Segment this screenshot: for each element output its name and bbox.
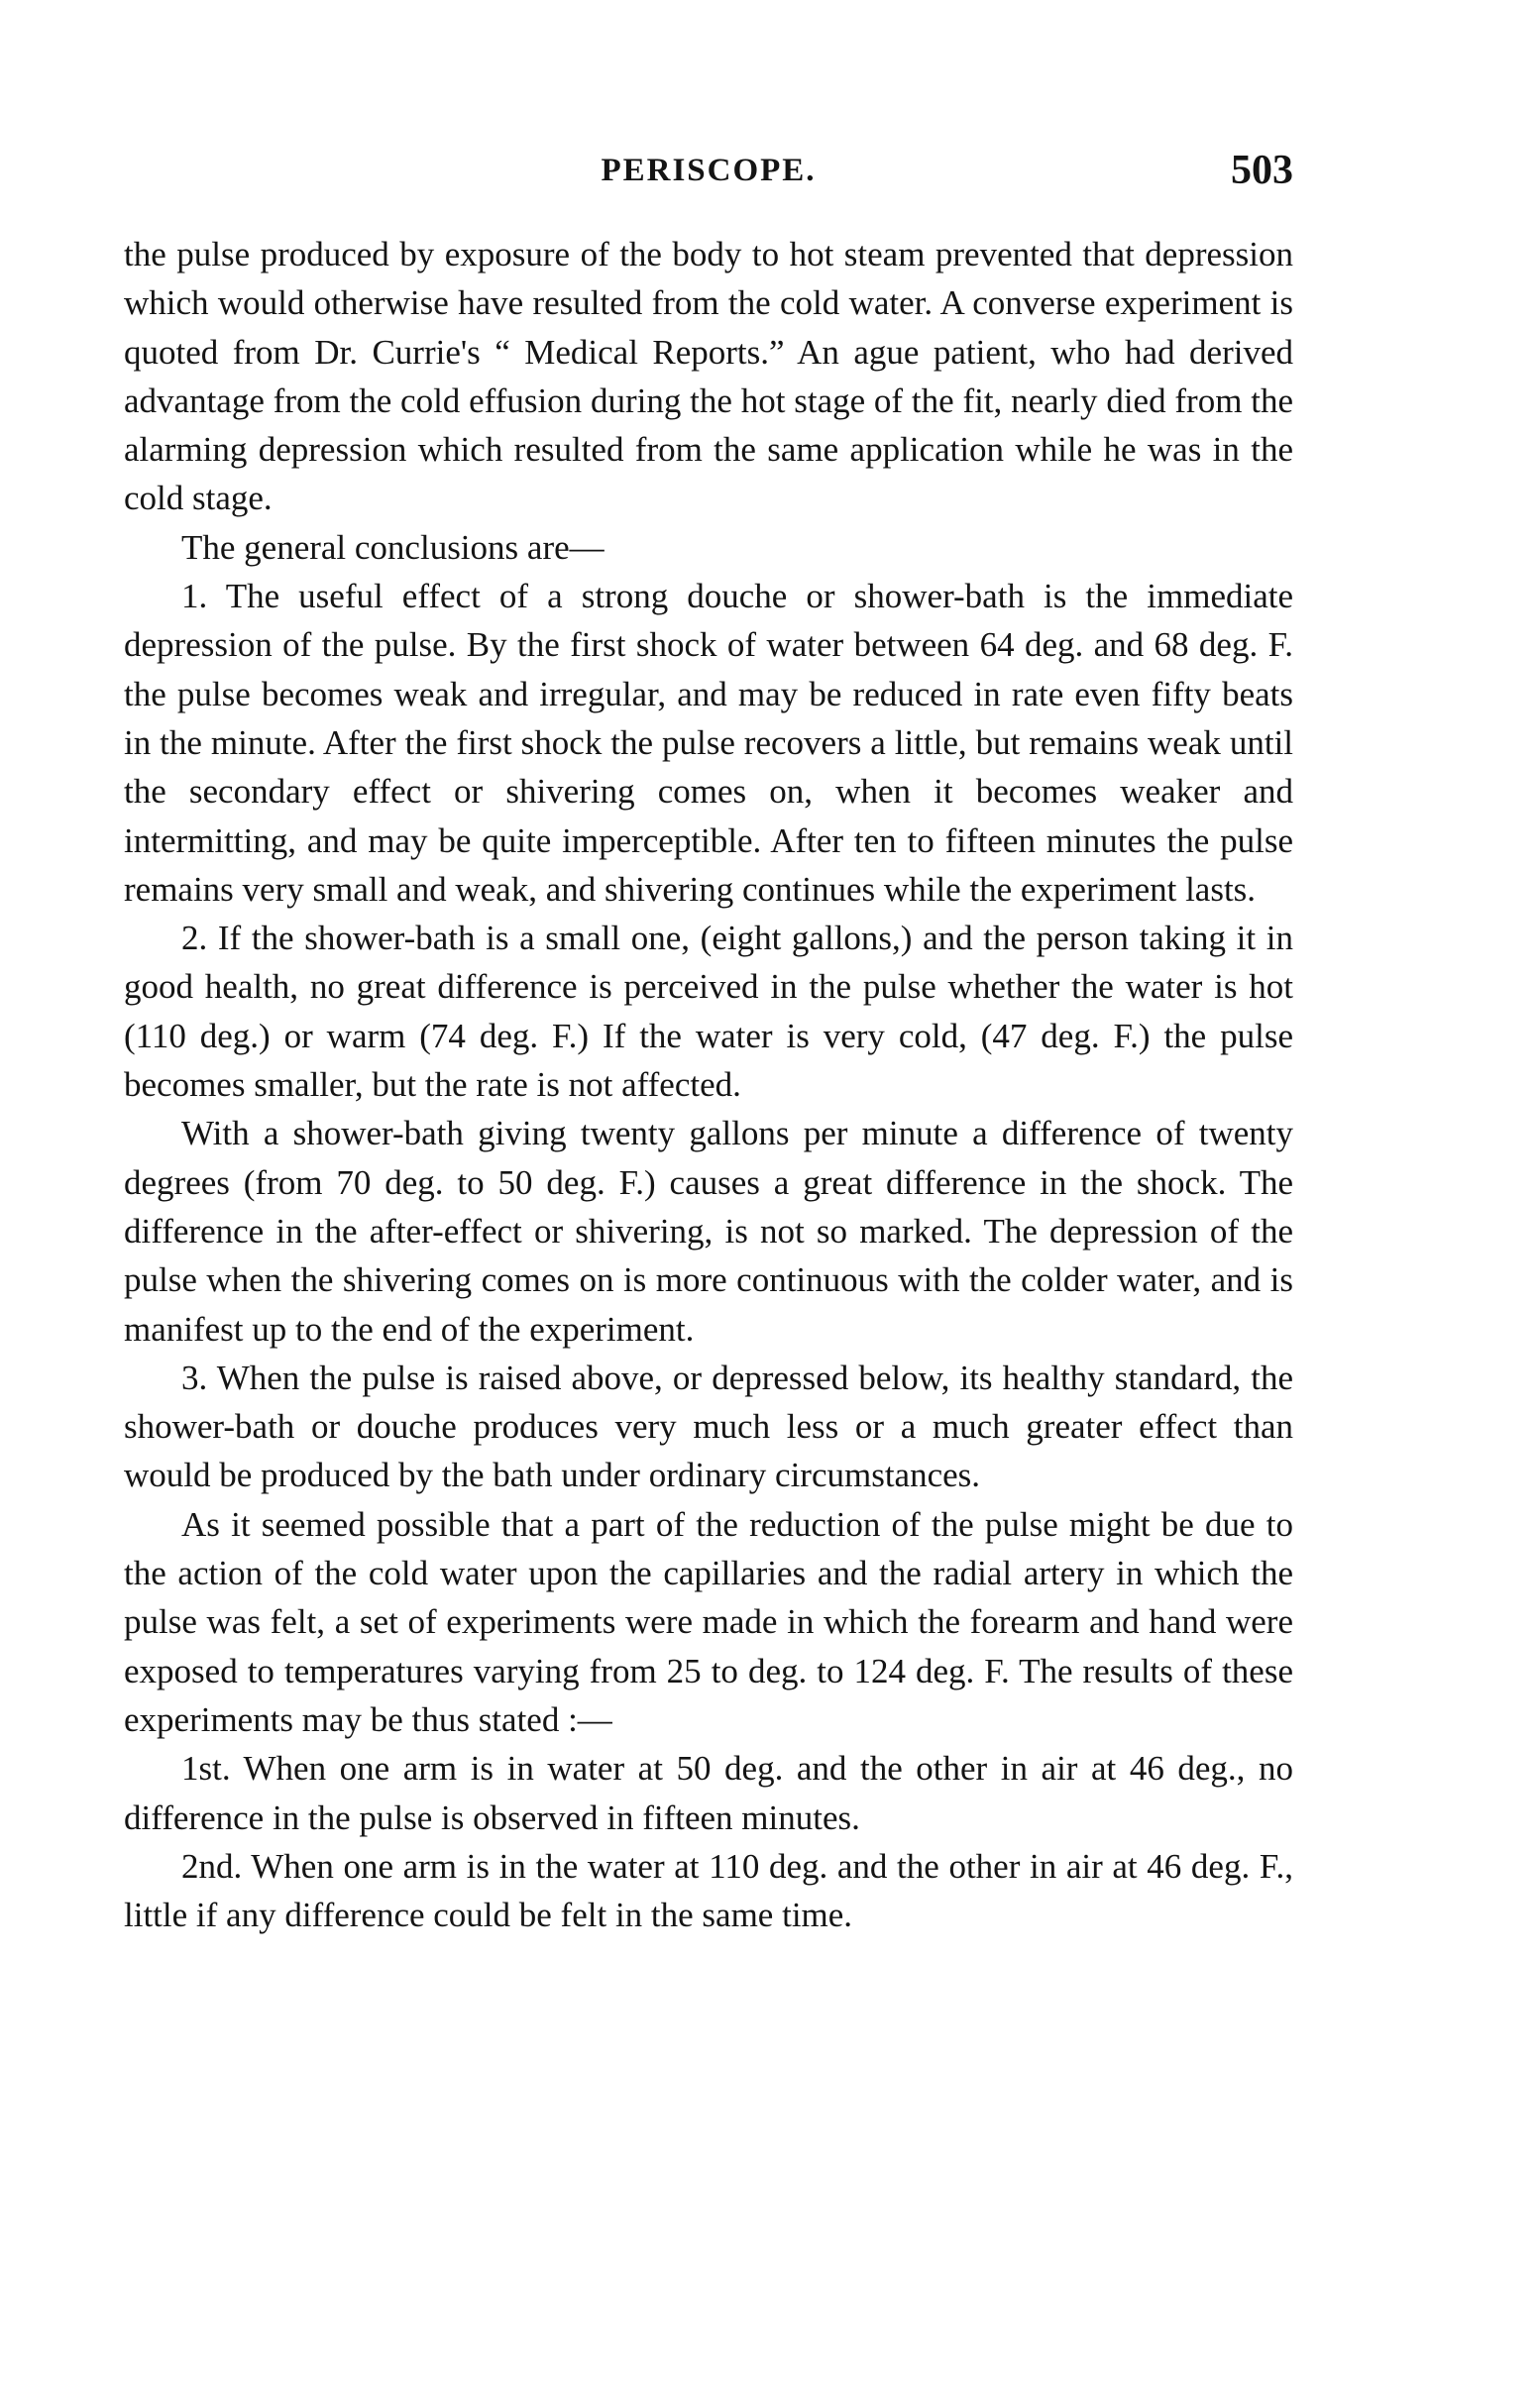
paragraph-conclusions-intro: The general conclusions are— [181, 527, 605, 567]
page-number: 503 [1231, 148, 1293, 193]
paragraph-result-1st: 1st. When one arm is in water at 50 deg. and the other in air at 46 deg., no difference in the pulse is observed in fifteen minutes. [124, 1749, 1293, 1837]
page-header [124, 147, 1293, 206]
paragraph-shower-bath-twenty-gallons: With a shower-bath giving twenty gallons per minute a difference of twenty degrees (from 70 deg. to 50 deg. F.) causes a great difference in the shock. The difference in the after-effect or shivering, is not so marked. The depression of the pulse when the shivering comes on is more continuous with the colder water, and is manifest up to the end of the experiment. [124, 1114, 1293, 1349]
running-head: PERISCOPE. [601, 153, 817, 188]
paragraph-conclusion-3: 3. When the pulse is raised above, or depressed below, its healthy standard, the shower-bath or douche produces very much less or a much greater effect than would be produced by the bath under ordinary circumstances. [124, 1358, 1293, 1495]
body-text [124, 230, 1293, 1939]
paragraph-result-2nd: 2nd. When one arm is in the water at 110 deg. and the other in air at 46 deg. F., little if any difference could be felt in the same time. [124, 1846, 1293, 1935]
paragraph-continuation: the pulse produced by exposure of the body to hot steam prevented that depression which would otherwise have resulted from the cold water. A converse experiment is quoted from Dr. Currie's “ Medical Reports.” An ague patient, who had derived advantage from the cold effusion during the hot stage of the fit, nearly died from the alarming depression which resulted from the same application while he was in the cold stage. [124, 235, 1293, 518]
paragraph-forearm-experiments: As it seemed possible that a part of the reduction of the pulse might be due to the action of the cold water upon the capillaries and the radial artery in which the pulse was felt, a set of experiments were made in which the forearm and hand were exposed to temperatures varying from 25 to deg. to 124 deg. F. The results of these experiments may be thus stated :— [124, 1504, 1293, 1739]
paragraph-conclusion-1: 1. The useful effect of a strong douche or shower-bath is the immediate depression of the pulse. By the first shock of water between 64 deg. and 68 deg. F. the pulse becomes weak and irregular, and may be reduced in rate even fifty beats in the minute. After the first shock the pulse recovers a little, but remains weak until the secondary effect or shivering comes on, when it becomes weaker and intermitting, and may be quite imperceptible. After ten to fifteen minutes the pulse remains very small and weak, and shivering continues while the experiment lasts. [124, 577, 1293, 909]
paragraph-conclusion-2: 2. If the shower-bath is a small one, (eight gallons,) and the person taking it in good health, no great difference is perceived in the pulse whether the water is hot (110 deg.) or warm (74 deg. F.) If the water is very cold, (47 deg. F.) the pulse becomes smaller, but the rate is not affected. [124, 919, 1293, 1105]
